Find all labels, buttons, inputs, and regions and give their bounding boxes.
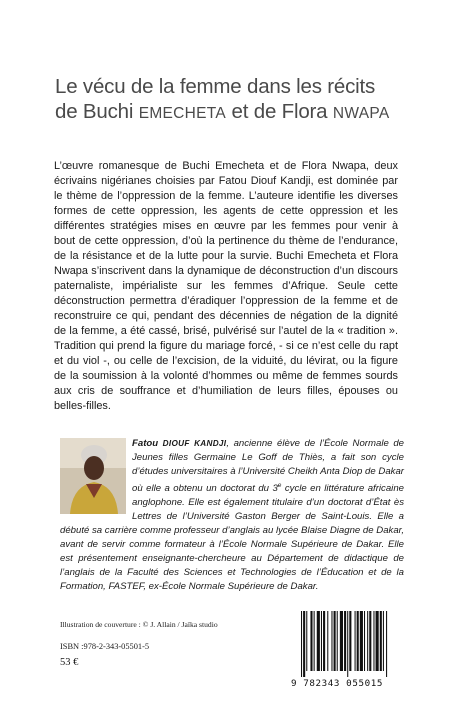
barcode-bar bbox=[340, 611, 343, 671]
author-name bbox=[132, 438, 226, 449]
bio-text-1: , ancienne élève de l’École Normale de Jeunes filles Germaine Le Goff de Thiès, a fait son cycle d’études universitaires à l’Université Cheikh Anta Diop de Dakar où elle a obtenu un doctorat du 3 bbox=[132, 438, 404, 495]
barcode-bar bbox=[301, 611, 302, 677]
photo-spacer bbox=[60, 437, 132, 516]
bio-superscript: e bbox=[277, 482, 282, 489]
barcode-bar bbox=[376, 611, 379, 671]
barcode-bar bbox=[347, 611, 348, 677]
barcode-bar bbox=[334, 611, 336, 671]
barcode-bar bbox=[357, 611, 359, 671]
barcode-bar bbox=[364, 611, 365, 671]
barcode-bar bbox=[367, 611, 368, 671]
title-author-emecheta: EMECHETA bbox=[138, 104, 227, 122]
barcode-bar bbox=[317, 611, 320, 671]
book-title bbox=[55, 74, 435, 126]
barcode-bar bbox=[323, 611, 325, 671]
author-last-name: DIOUF KANDJI bbox=[162, 439, 227, 448]
price: 53 € bbox=[60, 657, 79, 668]
title-line-2-pre: de Buchi bbox=[55, 99, 139, 123]
barcode-bar bbox=[369, 611, 371, 671]
barcode-bar bbox=[373, 611, 374, 671]
barcode-bar bbox=[337, 611, 338, 671]
barcode-bar bbox=[303, 611, 305, 677]
barcode-bar bbox=[314, 611, 315, 671]
isbn: ISBN :978-2-343-05501-5 bbox=[60, 642, 150, 651]
barcode-bar bbox=[360, 611, 363, 671]
title-line-2-mid: et de Flora bbox=[226, 99, 333, 123]
barcode-bar bbox=[321, 611, 322, 671]
barcode-bar bbox=[331, 611, 332, 671]
barcode-digits: 9 782343 055015 bbox=[289, 678, 431, 689]
barcode-bar bbox=[310, 611, 312, 671]
barcode-bar bbox=[344, 611, 346, 671]
back-cover-summary: L’œuvre romanesque de Buchi Emecheta et de Flora Nwapa, deux écrivains nigérianes choisies par Fatou Diouf Kandji, est dominée par le thème de l’oppression de la femme. L’auteure identifie les diverses formes de cette oppression, les agents de cette oppression et les différentes stratégies mises en œuvre par les femmes pour venir à bout de cette oppression, d’où la pertinence du thème de l’endurance, de la résistance et de la lutte pour la survie. Buchi Emecheta et Flora Nwapa s’inscrivent dans la dynamique de déconstruction d’un discours paternaliste, impérialiste sur les femmes d’Afrique. Seule cette déconstruction permettra d’éradiquer l’oppression de la femme et de reconstruire ce qui, pendant des décennies de négation de la dignité de la femme, a été cassé, brisé, pulvérisé sur l’autel de la « tradition ». Tradition qui prend la figure du mariage forcé, - si ce n’est celle du rapt et du viol -, ou celle de l’excision, de la viduité, du lévirat, ou la figure de la soumission à la volonté d’hommes ou même de femmes sourds aux cris de souffrance et d’humiliation de leurs filles, épouses ou belles-filles. bbox=[54, 160, 398, 412]
author-first-name: Fatou bbox=[132, 438, 163, 449]
title-author-nwapa: NWAPA bbox=[332, 104, 390, 122]
barcode-bar bbox=[386, 611, 387, 677]
author-biography bbox=[60, 437, 404, 594]
cover-illustration-credit: Illustration de couverture : © J. Allain / Jaïka studio bbox=[60, 620, 218, 629]
bio-text-2: cycle en littérature africaine anglophone. Elle est également titulaire d’un doctorat d’État ès Lettres de l’Université Gaston Berger de Saint-Louis. Elle a débuté sa carrière comme professeur d’anglais au lycée Blaise Diagne de Dakar, avant de servir comme formateur à l’École Normale Supérieure de Dakar. Elle est présentement enseignante-chercheure au Département de didactique de l’anglais de la Faculté des Sciences et Technologies de l’Éducation et de la Formation, FASTEF, ex-École Normale Supérieure de Dakar. bbox=[60, 483, 404, 593]
barcode-bar bbox=[380, 611, 382, 671]
barcode-bar bbox=[355, 611, 356, 671]
barcode-bar bbox=[349, 611, 351, 671]
barcode-bar bbox=[327, 611, 328, 671]
title-line-1: Le vécu de la femme dans les récits bbox=[55, 74, 376, 98]
barcode-bar bbox=[383, 611, 384, 671]
barcode-bar bbox=[306, 611, 307, 671]
